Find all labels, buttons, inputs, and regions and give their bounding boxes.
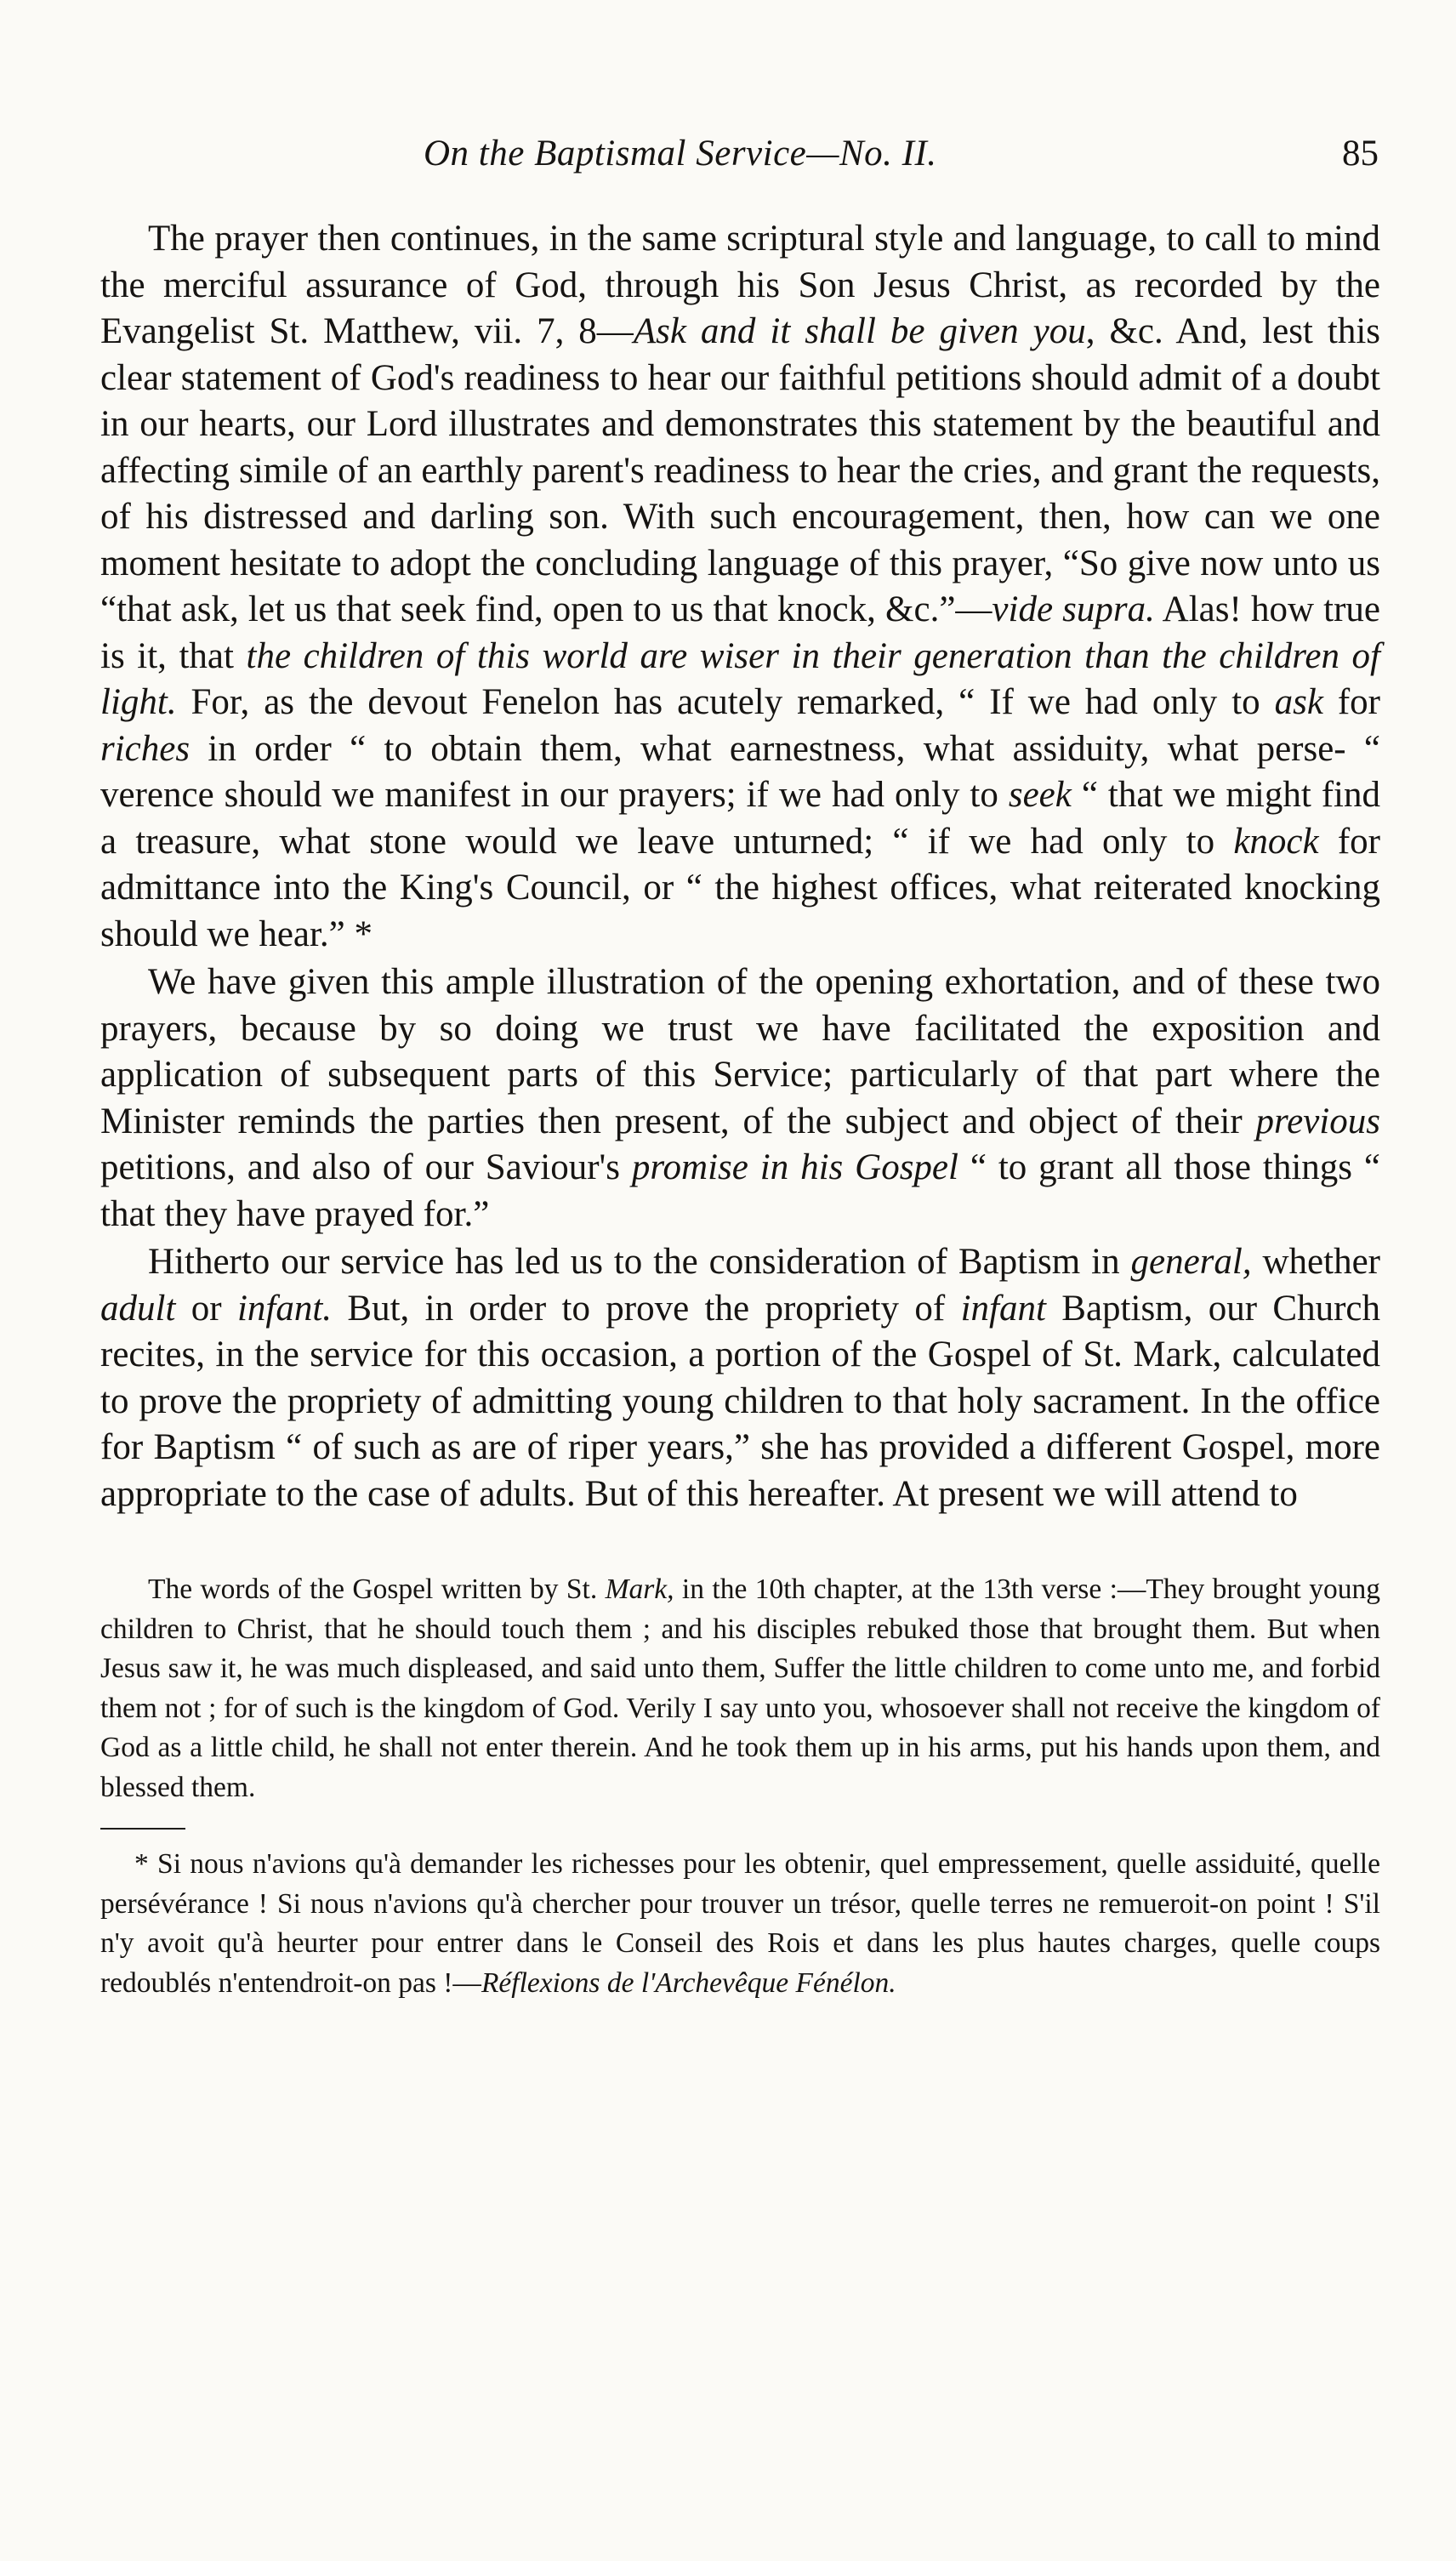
paragraph-prayer-continues: [100, 216, 1380, 958]
text-span: The words of the Gospel written by St.: [148, 1574, 606, 1605]
italic-span: adult: [100, 1288, 176, 1329]
italic-span: general,: [1130, 1242, 1252, 1282]
text-span: for admittance into the King's Council, or “ the highest offices, what reiterated knocking should we hear.” *: [100, 821, 1380, 954]
gospel-paragraph: [100, 1570, 1380, 1807]
text-span: petitions, and also of our Saviour's: [100, 1147, 632, 1187]
text-span: “ to grant all those things “ that they have prayed for.”: [100, 1147, 1380, 1234]
italic-span: the children of this world are wiser in their generation than the children of light.: [100, 635, 1380, 722]
text-span: * Si nous n'avions qu'à demander les richesses pour les obtenir, quel empressement, quelle assiduité, quelle persévérance ! Si nous n'avions qu'à chercher pour trouver un trésor, quelle terres ne remueroit-on point ! S'il n'y avoit qu'à heurter pour entrer dans le Conseil des Rois et dans les plus hautes charges, quelle coups redoublés n'entendroit-on pas !—: [100, 1848, 1380, 1999]
italic-span: infant.: [236, 1288, 333, 1329]
italic-span: knock: [1233, 821, 1319, 862]
italic-span: Réflexions de l'Archevêque Fénélon.: [481, 1966, 896, 1999]
text-span: Alas! how true is it, that: [100, 589, 1380, 676]
italic-span: seek: [1008, 775, 1072, 815]
book-page: [100, 128, 1380, 2003]
italic-span: infant: [960, 1288, 1046, 1329]
paragraph-hitherto: [100, 1239, 1380, 1517]
italic-span: Ask and it shall be given you: [633, 311, 1086, 351]
text-span: “ that we might find a treasure, what stone would we leave unturned; “ if we had only to: [100, 775, 1381, 862]
italic-span: riches: [100, 728, 191, 769]
paragraph-ample-illustration: [100, 959, 1380, 1238]
text-span: For, as the devout Fenelon has acutely remarked, “ If we had only to: [176, 682, 1275, 722]
text-span: in the 10th chapter, at the 13th verse :—They brought young children to Christ, that he should touch them ; and his disciples rebuked those that brought them. But when Jesus saw it, he was much displeased, and said unto them, Suffer the little children to come unto me, and forbid them not ; for of such is the kingdom of God. Verily I say unto you, whosoever shall not receive the kingdom of God as a little child, he shall not enter therein. And he took them up in his arms, put his hands upon them, and blessed them.: [100, 1574, 1380, 1803]
text-span: We have given this ample illustration of the opening exhortation, and of these two prayers, because by so doing we trust we have facilitated the exposition and application of subsequent parts of this Service; particularly of that part where the Minister reminds the parties then present, of the subject and object of their: [100, 962, 1380, 1141]
text-span: But, in order to prove the propriety of: [332, 1288, 961, 1329]
italic-span: Mark,: [605, 1574, 674, 1605]
italic-span: vide supra.: [992, 589, 1155, 629]
footnote-paragraph: [100, 1845, 1380, 2003]
running-title: On the Baptismal Service—No. II.: [424, 134, 937, 174]
footnote-divider: [100, 1828, 185, 1830]
italic-span: previous: [1255, 1101, 1380, 1141]
text-span: , &c. And, lest this clear statement of God's readiness to hear our faithful petitions should admit of a doubt in our hearts, our Lord illustrates and demonstrates this statement by the beautiful and affecting simile of an earthly parent's readiness to hear the cries, and grant the requests, of his distressed and darling son. With such encouragement, then, how can we one moment hesitate to adopt the concluding language of this prayer, “So give now unto us “that ask, let us that seek find, open to us that knock, &c.”—: [100, 311, 1380, 629]
text-span: in order “ to obtain them, what earnestness, what assiduity, what perse- “ verence should we manifest in our prayers; if we had only to: [100, 728, 1380, 815]
main-text: [100, 216, 1380, 1517]
gospel-quotation: [100, 1570, 1380, 1807]
text-span: or: [175, 1288, 237, 1329]
text-span: Baptism, our Church recites, in the service for this occasion, a portion of the Gospel of St. Mark, calculated to prove the propriety of admitting young children to that holy sacrament. In the office for Baptism “ of such as are of riper years,” she has provided a different Gospel, more appropriate to the case of adults. But of this hereafter. At present we will attend to: [100, 1288, 1380, 1514]
italic-span: ask: [1274, 682, 1323, 722]
italic-span: promise in his Gospel: [631, 1147, 958, 1187]
page-number: 85: [1342, 134, 1379, 174]
text-span: for: [1322, 682, 1380, 722]
text-span: whether: [1251, 1242, 1380, 1282]
text-span: Hitherto our service has led us to the consideration of Baptism in: [148, 1242, 1131, 1282]
running-head: [100, 128, 1380, 187]
footnote: [100, 1845, 1380, 2003]
text-span: The prayer then continues, in the same scriptural style and language, to call to mind the merciful assurance of God, through his Son Jesus Christ, as recorded by the Evangelist St. Matthew, vii. 7, 8—: [100, 219, 1380, 351]
